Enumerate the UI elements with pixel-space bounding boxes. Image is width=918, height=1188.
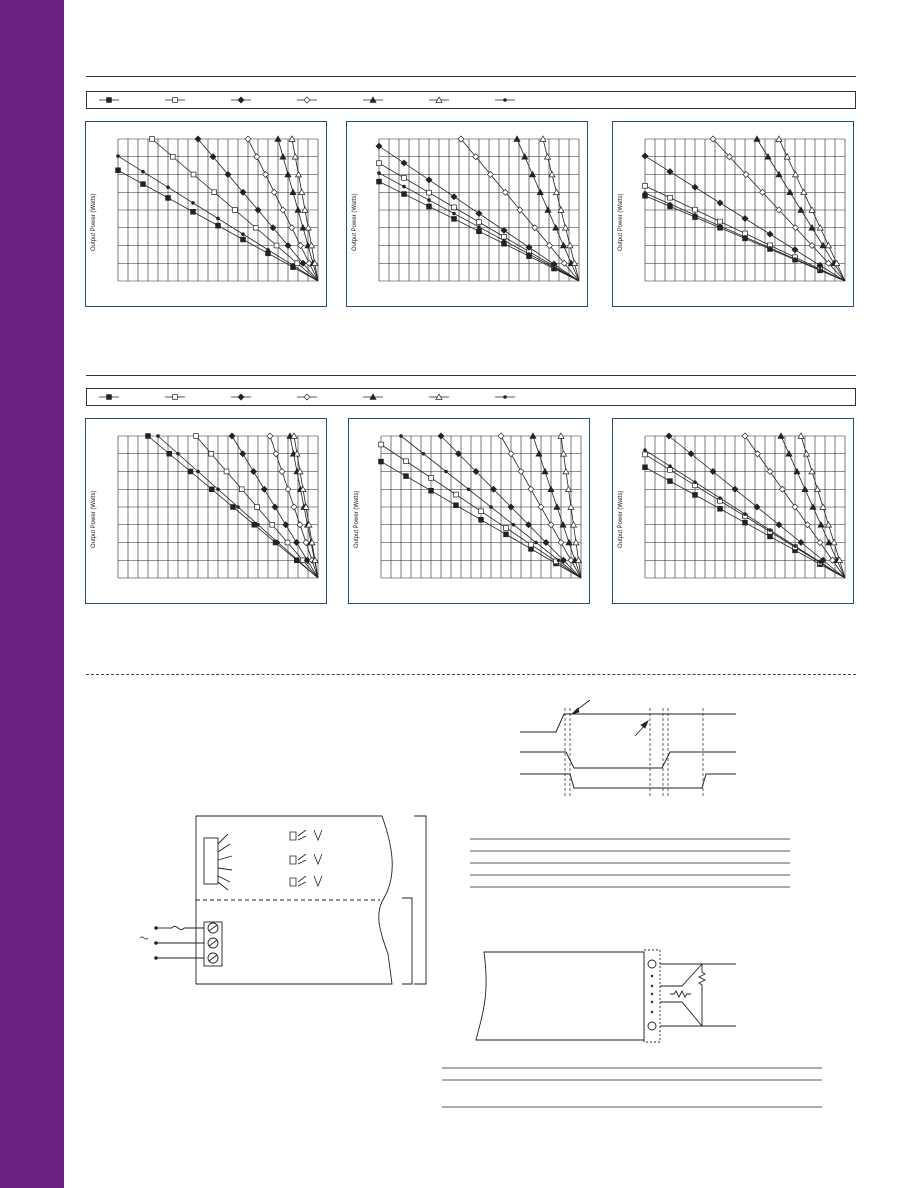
sense-resistor-mid	[670, 991, 691, 997]
timing-signal-output	[520, 752, 736, 768]
data-point	[224, 469, 229, 474]
legend-marker-dot	[503, 98, 507, 102]
data-point	[476, 211, 482, 217]
series-triangle-open	[289, 136, 318, 281]
data-point	[292, 154, 298, 159]
data-point	[693, 493, 698, 498]
data-point	[454, 503, 459, 508]
data-point	[291, 504, 297, 510]
data-point	[291, 264, 295, 268]
data-point	[266, 251, 271, 256]
y-axis-label: Output Power (Watts)	[618, 193, 624, 251]
data-point	[467, 487, 471, 491]
data-point	[643, 183, 648, 188]
data-point	[241, 232, 245, 236]
data-point	[402, 185, 406, 189]
data-point	[477, 229, 482, 234]
legend-marker-square-filled	[107, 395, 112, 400]
data-point	[170, 154, 175, 159]
data-point	[793, 172, 799, 177]
data-point	[552, 266, 556, 270]
data-point	[404, 459, 409, 464]
data-point	[767, 469, 773, 475]
data-point	[668, 468, 673, 473]
data-point	[529, 542, 534, 547]
chart-s1-p1	[85, 121, 327, 307]
data-point	[504, 526, 509, 531]
series-triangle-open	[558, 433, 582, 578]
data-point	[280, 154, 286, 159]
data-point	[668, 479, 673, 484]
data-point	[289, 225, 295, 231]
data-point	[477, 220, 482, 225]
data-point	[693, 480, 697, 484]
section-rule-1	[86, 76, 856, 77]
legend-marker-diamond-open	[304, 394, 310, 400]
data-point	[718, 224, 722, 228]
data-point	[261, 486, 267, 492]
data-point	[768, 534, 773, 539]
data-point	[422, 452, 426, 456]
data-point	[538, 504, 544, 510]
data-point	[502, 234, 507, 239]
data-point	[642, 153, 648, 159]
timing-signal-ac-input	[520, 714, 736, 732]
data-point	[518, 469, 524, 475]
chart-s2-p2	[348, 418, 590, 604]
data-point	[451, 194, 457, 200]
legend-marker-square-filled	[107, 98, 112, 103]
data-point	[216, 487, 220, 491]
data-point	[522, 154, 528, 159]
data-point	[776, 172, 782, 177]
legend-marker-dot	[503, 395, 507, 399]
data-point	[643, 452, 648, 457]
data-point	[479, 517, 484, 522]
led-symbols	[290, 830, 322, 886]
data-point	[188, 469, 193, 474]
data-point	[743, 231, 748, 236]
legend-marker-diamond-filled	[238, 97, 244, 103]
data-point	[255, 505, 260, 510]
data-point	[196, 470, 200, 474]
chart-grid	[381, 436, 581, 578]
data-point	[426, 177, 432, 183]
data-point	[116, 168, 121, 173]
data-point	[231, 505, 236, 510]
data-point	[294, 540, 300, 546]
data-point	[236, 505, 240, 509]
data-point	[692, 184, 698, 190]
data-point	[272, 504, 278, 510]
data-point	[743, 512, 747, 516]
data-point	[514, 136, 520, 141]
data-point	[239, 487, 244, 492]
data-point	[540, 136, 546, 141]
data-point	[263, 172, 269, 178]
data-point	[240, 451, 246, 457]
data-point	[502, 239, 506, 243]
data-point	[489, 505, 493, 509]
data-point	[530, 172, 536, 177]
bottom-table-rules	[440, 1062, 824, 1112]
data-point	[454, 492, 459, 497]
data-point	[452, 212, 456, 216]
data-point	[429, 475, 434, 480]
data-point	[256, 523, 260, 527]
chart-plot	[612, 121, 854, 307]
data-point	[295, 261, 300, 266]
data-point	[166, 185, 170, 189]
data-point	[768, 528, 772, 532]
data-point	[817, 540, 823, 546]
data-point	[765, 154, 771, 159]
legend-bar-1	[86, 91, 856, 109]
data-point	[557, 558, 561, 562]
data-point	[254, 154, 260, 160]
data-point	[296, 558, 300, 562]
data-point	[399, 434, 403, 438]
section-rule-2	[86, 375, 856, 376]
series-square-filled	[377, 179, 579, 281]
data-point	[549, 172, 555, 177]
data-point	[150, 137, 155, 142]
data-point	[818, 268, 822, 272]
data-point	[116, 154, 120, 158]
data-point	[401, 160, 407, 166]
data-point	[270, 522, 275, 527]
data-point	[191, 201, 195, 205]
data-point	[793, 544, 797, 548]
terminal-block	[204, 922, 222, 966]
data-point	[508, 451, 514, 457]
data-point	[534, 541, 538, 545]
data-point	[743, 520, 748, 525]
data-point	[504, 532, 509, 537]
data-point	[643, 191, 647, 195]
bracket-full	[414, 816, 426, 984]
data-point	[166, 196, 171, 201]
data-point	[643, 465, 648, 470]
data-point	[718, 506, 723, 511]
data-point	[717, 200, 723, 206]
y-axis-label: Output Power (Watts)	[618, 490, 624, 548]
chart-s2-p1	[85, 418, 327, 604]
data-point	[718, 219, 723, 224]
table-rules	[470, 834, 792, 894]
data-point	[668, 464, 672, 468]
data-point	[209, 451, 214, 456]
chart-s1-p3	[612, 121, 854, 307]
data-point	[146, 434, 151, 439]
data-point	[377, 179, 382, 184]
chart-plot	[85, 121, 327, 307]
data-point	[298, 243, 304, 249]
data-point	[643, 448, 647, 452]
legend-markers-1	[87, 92, 855, 108]
data-point	[212, 190, 217, 195]
series-triangle-filled	[530, 433, 581, 578]
data-point	[668, 202, 672, 206]
chart-plot	[85, 418, 327, 604]
data-point	[176, 452, 180, 456]
data-point	[245, 136, 251, 142]
data-point	[755, 451, 761, 457]
data-point	[818, 560, 822, 564]
series-square-filled	[116, 168, 318, 281]
data-point	[266, 248, 270, 252]
data-point	[427, 190, 432, 195]
data-point	[452, 216, 457, 221]
data-point	[194, 434, 199, 439]
y-axis-label: Output Power (Watts)	[352, 193, 358, 251]
data-point	[377, 171, 381, 175]
data-point	[271, 189, 277, 195]
data-point	[558, 540, 564, 546]
data-point	[668, 195, 673, 200]
data-point	[402, 175, 407, 180]
data-point	[527, 252, 531, 256]
data-point	[379, 442, 384, 447]
output-terminal-strip	[644, 950, 660, 1042]
data-point	[280, 207, 286, 213]
data-point	[274, 243, 279, 248]
data-point	[427, 198, 431, 202]
data-point	[275, 136, 281, 141]
chart-grid	[118, 436, 318, 578]
bracket-lower	[402, 898, 412, 984]
data-point	[209, 487, 214, 492]
front-panel-diagram	[130, 814, 440, 990]
data-point	[285, 486, 291, 492]
data-point	[289, 136, 295, 141]
chart-s2-p3	[612, 418, 854, 604]
y-axis-label: Output Power (Watts)	[354, 490, 360, 548]
legend-marker-diamond-filled	[238, 394, 244, 400]
data-point	[377, 161, 382, 166]
data-point	[548, 522, 554, 528]
data-point	[191, 172, 196, 177]
data-point	[376, 143, 382, 149]
output-terminal-diagram	[470, 946, 740, 1046]
data-point	[498, 433, 504, 439]
data-point	[742, 216, 748, 222]
connector-block	[204, 838, 218, 884]
output-unit-outline	[476, 952, 644, 1040]
timing-diagram	[510, 696, 750, 806]
chart-grid	[118, 139, 318, 281]
data-point	[767, 231, 773, 237]
data-point	[743, 235, 747, 239]
data-point	[718, 496, 722, 500]
data-point	[241, 237, 246, 242]
data-point	[279, 469, 285, 475]
legend-marker-square-open	[173, 395, 178, 400]
chart-grid	[645, 139, 845, 281]
data-point	[528, 486, 534, 492]
data-point	[693, 213, 697, 217]
data-point	[793, 257, 797, 261]
data-point	[229, 433, 235, 439]
data-point	[285, 540, 290, 545]
data-point	[780, 486, 786, 492]
data-point	[167, 451, 172, 456]
chart-plot	[348, 418, 590, 604]
data-point	[742, 433, 748, 439]
legend-marker-square-open	[173, 98, 178, 103]
data-point	[156, 434, 160, 438]
legend-marker-diamond-open	[304, 97, 310, 103]
series-square-filled	[643, 465, 845, 578]
data-point	[545, 154, 551, 159]
data-point	[251, 469, 257, 475]
data-point	[233, 208, 238, 213]
chart-plot	[612, 418, 854, 604]
sense-lines	[660, 964, 702, 1026]
data-point	[444, 470, 448, 474]
series-triangle-open	[540, 136, 579, 281]
data-point	[141, 182, 146, 187]
data-point	[296, 172, 302, 177]
data-point	[216, 223, 221, 228]
data-point	[754, 136, 760, 141]
sidebar-bar	[0, 0, 64, 1188]
data-point	[216, 217, 220, 221]
data-point	[276, 541, 280, 545]
data-point	[253, 225, 258, 230]
data-point	[141, 170, 145, 174]
data-point	[776, 136, 782, 141]
data-point	[452, 205, 457, 210]
chart-plot	[346, 121, 588, 307]
data-point	[191, 209, 196, 214]
data-point	[404, 474, 409, 479]
legend-markers-2	[87, 389, 855, 405]
data-point	[792, 504, 798, 510]
data-point	[768, 246, 772, 250]
data-point	[805, 522, 811, 528]
timing-signal-pg	[520, 774, 736, 788]
data-point	[792, 247, 798, 253]
data-point	[477, 225, 481, 229]
data-point	[429, 488, 434, 493]
legend-bar-2	[86, 388, 856, 406]
chart-s1-p2	[346, 121, 588, 307]
data-point	[379, 459, 384, 464]
data-point	[427, 204, 432, 209]
series-dot	[399, 434, 581, 578]
ac-symbol	[140, 937, 148, 939]
section-divider	[86, 674, 856, 675]
data-point	[512, 523, 516, 527]
data-point	[501, 227, 507, 233]
data-point	[667, 169, 673, 175]
y-axis-label: Output Power (Watts)	[91, 193, 97, 251]
data-point	[285, 172, 291, 177]
data-point	[479, 509, 484, 514]
data-point	[402, 192, 407, 197]
data-point	[693, 207, 698, 212]
series-square-open	[379, 442, 581, 578]
y-axis-label: Output Power (Watts)	[91, 490, 97, 548]
